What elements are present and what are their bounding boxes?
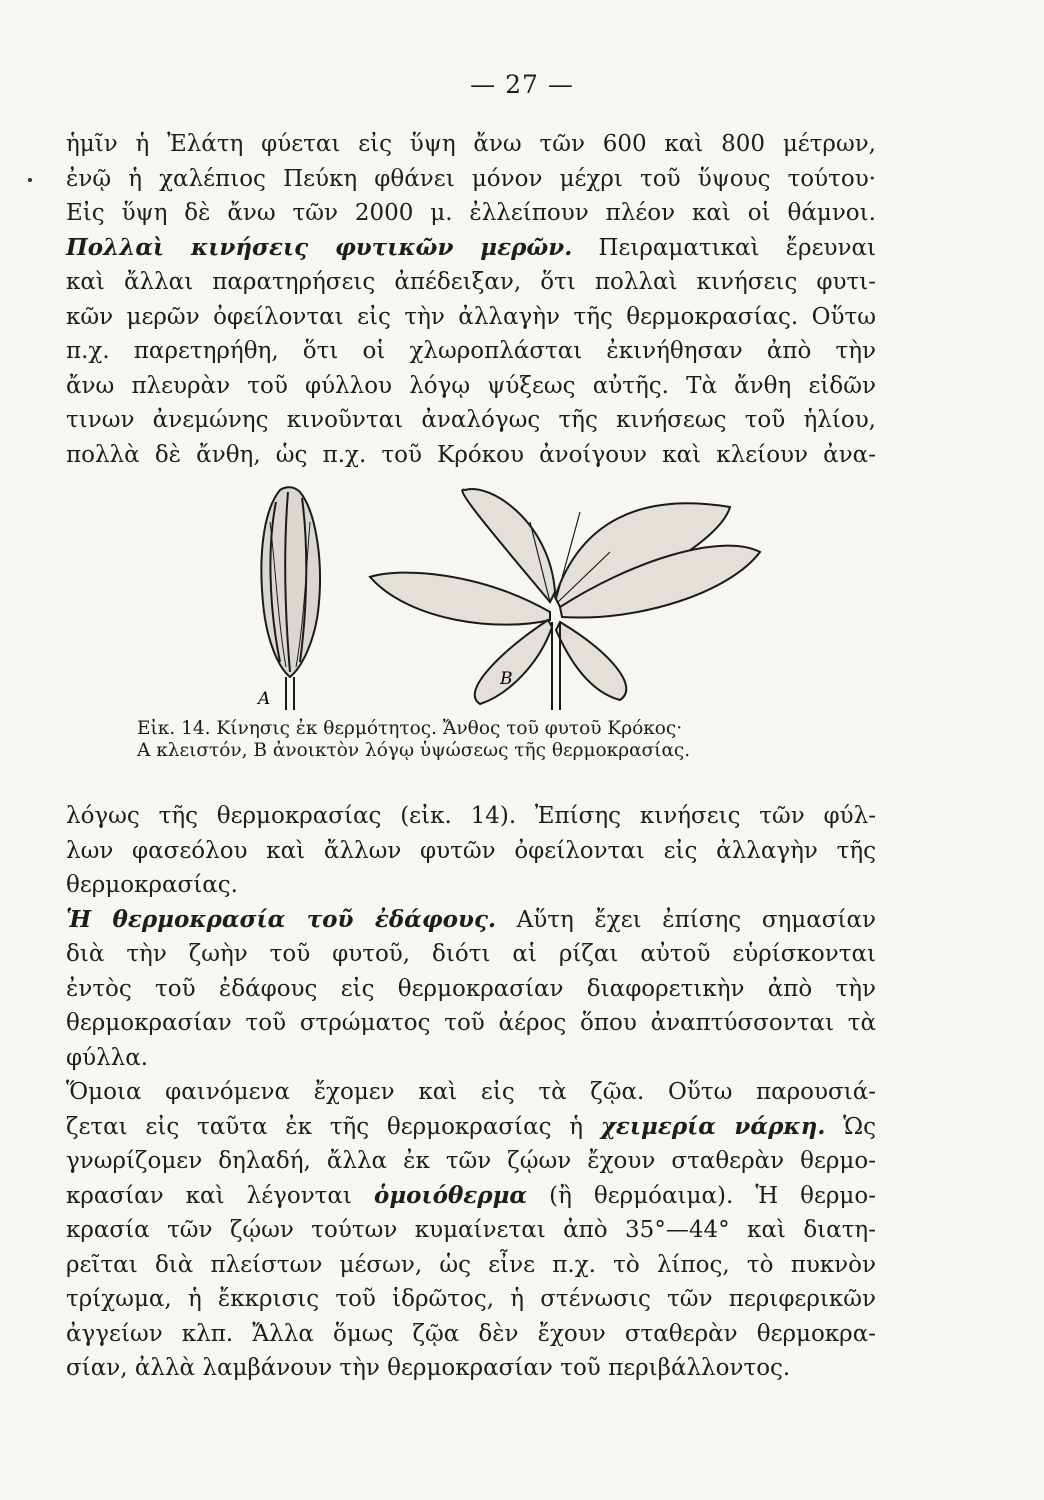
figure-label-a: A [258,689,271,709]
crocus-illustration [250,482,910,712]
text-line: καὶ ἄλλαι παρατηρήσεις ἀπέδειξαν, ὅτι πολλαὶ κινήσεις φυτι- [66,269,876,295]
text-line: κῶν μερῶν ὀφείλονται εἰς τὴν ἀλλαγὴν τῆς θερμοκρασίας. Οὕτω [66,303,876,330]
text-run: ζεται εἰς ταῦτα ἐκ τῆς θερμοκρασίας ἡ [66,1113,584,1140]
margin-mark [28,178,32,182]
section-heading-movements: Πολλαὶ κινήσεις φυτικῶν μερῶν. [66,233,573,261]
closed-flower-drawing [261,487,320,710]
term-hibernation: χειμερία νάρκη. [600,1112,826,1140]
section-heading-soil: Ἡ θερμοκρασία τοῦ ἐδάφους. [66,905,496,933]
figure-label-b: B [500,669,513,689]
text-line: ἐντὸς τοῦ ἐδάφους εἰς θερμοκρασίαν διαφορετικὴν ἀπὸ τὴν [66,975,876,1002]
paragraph-top [66,127,876,472]
text-line: Εἰς ὕψη δὲ ἄνω τῶν 2000 μ. ἐλλείπουν πλέον καὶ οἱ θάμνοι. [66,200,876,226]
figure-caption [137,718,817,762]
text-line: πολλὰ δὲ ἄνθη, ὡς π.χ. τοῦ Κρόκου ἀνοίγουν καὶ κλείουν ἀνα- [66,441,876,468]
text-line: π.χ. παρετηρήθη, ὅτι οἱ χλωροπλάσται ἐκινήθησαν ἀπὸ τὴν [66,338,876,364]
text-line [66,231,876,266]
text-line [66,903,876,938]
figure-crocus [250,482,910,712]
text-line: γνωρίζομεν δηλαδή, ἄλλα ἐκ τῶν ζῴων ἔχουν σταθερὰν θερμο- [66,1148,876,1174]
caption-line: Α κλειστόν, Β ἀνοικτὸν λόγῳ ὑψώσεως τῆς θερμοκρασίας. [137,740,691,761]
text-line: φύλλα. [66,1044,149,1071]
paragraph-bottom [66,799,876,1386]
text-run: Πειραματικαὶ ἔρευναι [598,234,876,261]
text-line: θερμοκρασίαν τοῦ στρώματος τοῦ ἀέρος ὅπου ἀναπτύσσονται τὰ [66,1010,876,1036]
text-line [66,1179,876,1214]
open-flower-drawing [370,489,760,710]
text-run: κρασίαν καὶ λέγονται [66,1182,352,1209]
term-homeothermic: ὁμοιόθερμα [373,1181,528,1209]
text-run: Ὡς [843,1113,877,1140]
text-line: τρίχωμα, ἡ ἔκκρισις τοῦ ἱδρῶτος, ἡ στένωσις τῶν περιφερικῶν [66,1286,876,1312]
text-run: (ἢ θερμόαιμα). Ἡ θερμο- [549,1182,876,1209]
text-line: ἡμῖν ἡ Ἐλάτη φύεται εἰς ὕψη ἄνω τῶν 600 καὶ 800 μέτρων, [66,131,876,157]
text-line: λόγως τῆς θερμοκρασίας (εἰκ. 14). Ἐπίσης κινήσεις τῶν φύλ- [66,803,876,829]
text-line [66,1110,876,1145]
text-line: ἐνῷ ἡ χαλέπιος Πεύκη φθάνει μόνον μέχρι τοῦ ὕψους τούτου· [66,165,876,192]
text-line: ἀγγείων κλπ. Ἄλλα ὅμως ζῷα δὲν ἔχουν σταθερὰν θερμοκρα- [66,1320,876,1347]
page-number: — 27 — [470,70,574,99]
text-line: λων φασεόλου καὶ ἄλλων φυτῶν ὀφείλονται εἰς ἀλλαγὴν τῆς [66,837,876,864]
text-line: κρασία τῶν ζῴων τούτων κυμαίνεται ἀπὸ 35°—44° καὶ διατη- [66,1217,876,1243]
text-line: Ὅμοια φαινόμενα ἔχομεν καὶ εἰς τὰ ζῷα. Οὕτω παρουσιά- [66,1079,876,1105]
text-line: θερμοκρασίας. [66,872,238,898]
text-line: σίαν, ἀλλὰ λαμβάνουν τὴν θερμοκρασίαν τοῦ περιβάλλοντος. [66,1355,791,1381]
text-run: Αὕτη ἔχει ἐπίσης σημασίαν [516,906,877,933]
text-line: διὰ τὴν ζωὴν τοῦ φυτοῦ, διότι αἱ ρίζαι αὐτοῦ εὑρίσκονται [66,941,876,967]
text-line: τινων ἀνεμώνης κινοῦνται ἀναλόγως τῆς κινήσεως τοῦ ἡλίου, [66,407,876,433]
text-line: ρεῖται διὰ πλείστων μέσων, ὡς εἶνε π.χ. τὸ λίπος, τὸ πυκνὸν [66,1251,876,1278]
caption-line: Εἰκ. 14. Κίνησις ἐκ θερμότητος. Ἄνθος τοῦ φυτοῦ Κρόκος· [137,718,683,739]
text-line: ἄνω πλευρὰν τοῦ φύλλου λόγῳ ψύξεως αὐτῆς. Τὰ ἄνθη εἰδῶν [66,372,876,399]
